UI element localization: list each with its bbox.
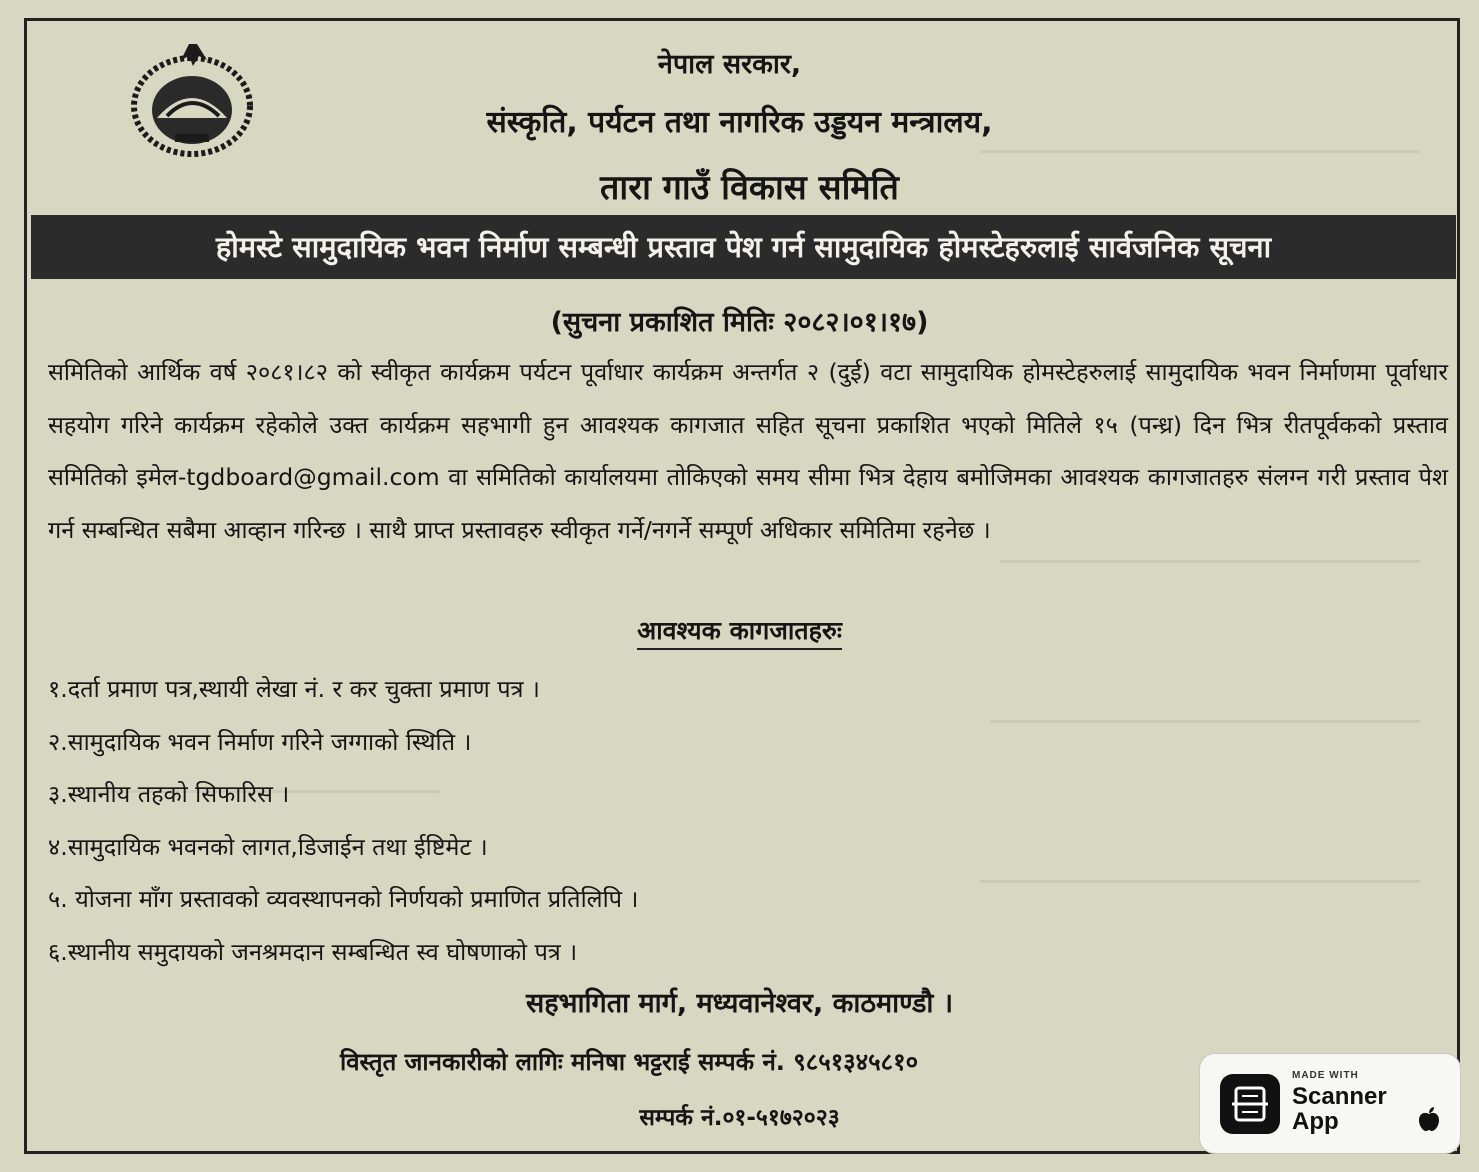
scanner-app-name-line2: App xyxy=(1292,1108,1339,1135)
scanner-icon xyxy=(1220,1074,1280,1134)
published-date: (सुचना प्रकाशित मितिः २०८२।०१।१७) xyxy=(550,307,929,338)
required-documents-list xyxy=(48,663,638,978)
government-heading: नेपाल सरकार, xyxy=(657,49,802,80)
office-address: सहभागिता मार्ग, मध्यवानेश्वर, काठमाण्डौ । xyxy=(525,988,954,1019)
document-item: ६.स्थानीय समुदायको जनश्रमदान सम्बन्धित स्व घोषणाको पत्र । xyxy=(48,937,578,966)
required-documents-heading-text: आवश्यक कागजातहरुः xyxy=(637,616,842,650)
scanner-app-watermark xyxy=(1199,1053,1461,1154)
document-item: ४.सामुदायिक भवनको लागत,डिजाईन तथा ईष्टिमेट । xyxy=(48,832,488,861)
notice-body: समितिको आर्थिक वर्ष २०८१।८२ को स्वीकृत कार्यक्रम पर्यटन पूर्वाधार कार्यक्रम अन्तर्गत २ (दुई) वटा सामुदायिक होमस्टेहरुलाई सामुदायिक भवन निर्माणमा पूर्वाधार सहयोग गरिने कार्यक्रम रहेकोले उक्त कार्यक्रम सहभागी हुन आवश्यक कागजात सहित सूचना प्रकाशित भएको मितिले १५ (पन्ध्र) दिन भित्र रीतपूर्वकको प्रस्ताव समितिको इमेल-tgdboard@gmail.com वा समितिको कार्यालयमा तोकिएको समय सीमा भित्र देहाय बमोजिमका आवश्यक कागजातहरु संलग्न गरी प्रस्ताव पेश गर्न सम्बन्धित सबैमा आव्हान गरिन्छ । साथै प्राप्त प्रस्तावहरु स्वीकृत गर्ने/नगर्ने सम्पूर्ण अधिकार समितिमा रहनेछ । xyxy=(48,358,1448,544)
scanner-app-name-line1: Scanner xyxy=(1292,1083,1387,1110)
made-with-label: MADE WITH xyxy=(1292,1070,1359,1081)
scanner-app-name xyxy=(1292,1084,1387,1134)
ministry-heading: संस्कृति, पर्यटन तथा नागरिक उड्डयन मन्त्रालय, xyxy=(486,105,993,140)
document-item: २.सामुदायिक भवन निर्माण गरिने जग्गाको स्थिति । xyxy=(48,727,472,756)
document-item: ३.स्थानीय तहको सिफारिस । xyxy=(48,780,290,808)
required-documents-heading xyxy=(0,613,1479,647)
notice-title: होमस्टे सामुदायिक भवन निर्माण सम्बन्धी प्रस्ताव पेश गर्न सामुदायिक होमस्टेहरुलाई सार्वजनिक सूचना xyxy=(31,215,1456,279)
contact-person: विस्तृत जानकारीको लागिः मनिषा भट्टराई सम्पर्क नं. ९८५१३४५८१० xyxy=(340,1048,919,1076)
apple-icon xyxy=(1418,1106,1440,1132)
committee-heading: तारा गाउँ विकास समिति xyxy=(600,168,899,208)
document-item: ५. योजना माँग प्रस्तावको व्यवस्थापनको निर्णयको प्रमाणित प्रतिलिपि । xyxy=(48,885,639,913)
office-phone: सम्पर्क नं.०१-५१७२०२३ xyxy=(639,1105,840,1131)
document-item: १.दर्ता प्रमाण पत्र,स्थायी लेखा नं. र कर चुक्ता प्रमाण पत्र । xyxy=(48,675,540,703)
